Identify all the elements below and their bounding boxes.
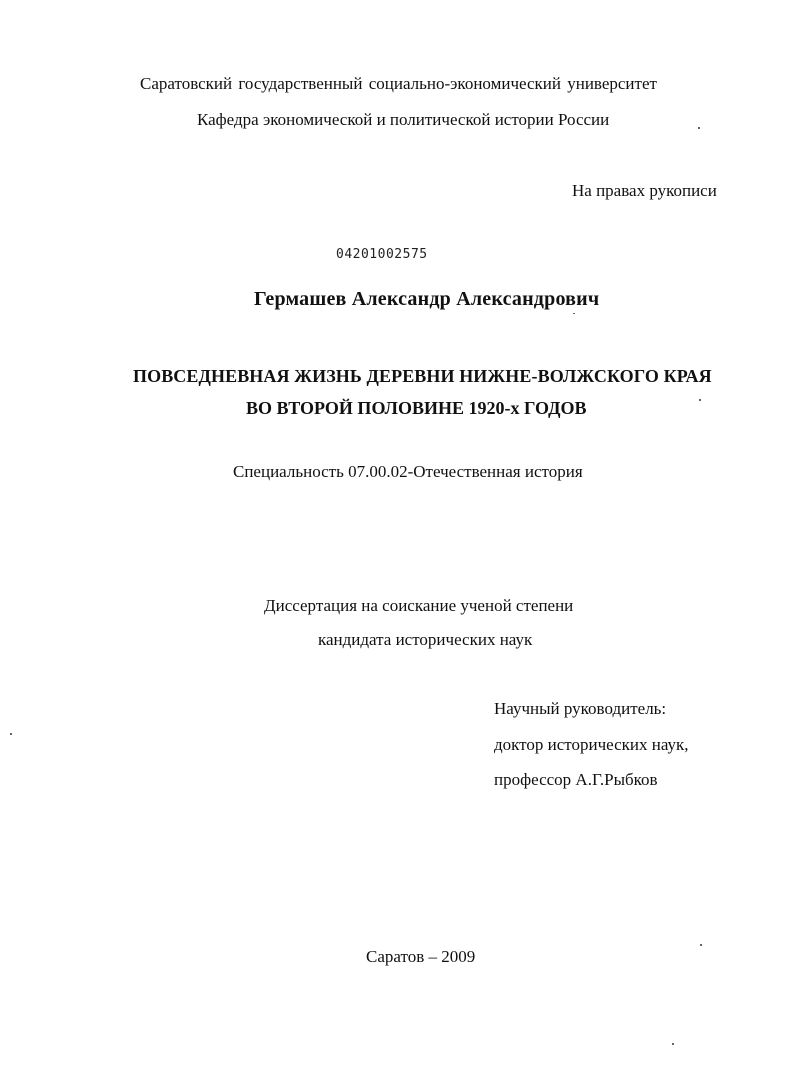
department-name: Кафедра экономической и политической истории России	[197, 110, 610, 129]
degree-statement-line-1: Диссертация на соискание ученой степени	[264, 596, 574, 615]
scan-speck	[700, 944, 702, 946]
scan-speck	[699, 399, 701, 401]
scan-speck	[698, 127, 700, 129]
city-year: Саратов – 2009	[366, 947, 476, 966]
dissertation-title-line-1: ПОВСЕДНЕВНАЯ ЖИЗНЬ ДЕРЕВНИ НИЖНЕ-ВОЛЖСКОГО КРАЯ	[133, 366, 712, 386]
scan-speck	[672, 1043, 674, 1045]
scan-speck	[573, 313, 575, 314]
author-name: Гермашев Александр Александрович	[254, 288, 600, 310]
degree-statement-line-2: кандидата исторических наук	[318, 630, 533, 649]
supervisor-degree: доктор исторических наук,	[494, 735, 689, 754]
scan-speck	[10, 733, 12, 735]
supervisor-label: Научный руководитель:	[494, 699, 667, 718]
specialty: Специальность 07.00.02-Отечественная история	[233, 462, 583, 481]
supervisor-name: профессор А.Г.Рыбков	[494, 770, 658, 789]
manuscript-rights-note: На правах рукописи	[572, 181, 717, 200]
university-name: Саратовский государственный социально-экономический университет	[140, 74, 657, 93]
registration-code: 04201002575	[336, 247, 428, 262]
dissertation-title-line-2: ВО ВТОРОЙ ПОЛОВИНЕ 1920-х ГОДОВ	[246, 398, 587, 418]
